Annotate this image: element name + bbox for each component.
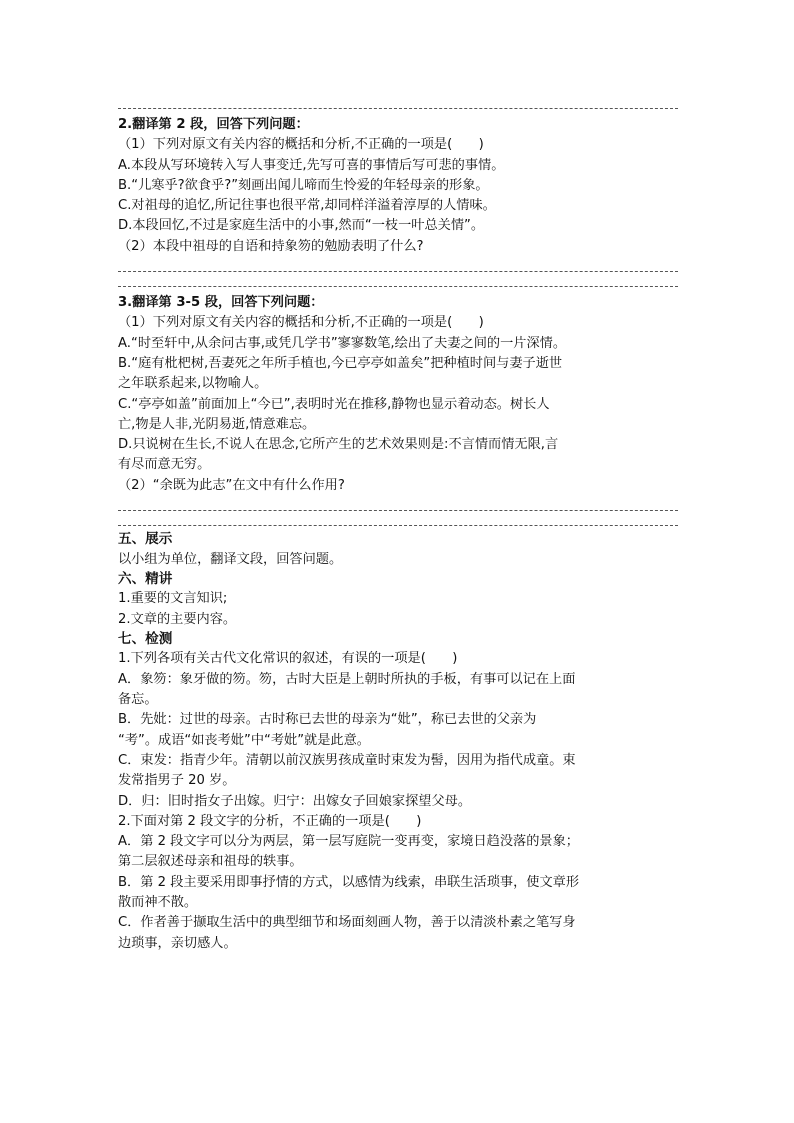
question-3-sub-2: （2）“余既为此志”在文中有什么作用?	[118, 477, 345, 493]
question-3-title: 3.翻译第 3-5 段，回答下列问题：	[118, 295, 324, 311]
question-2-option-c: C.对祖母的追忆,所记往事也很平常,却同样洋溢着淳厚的人情味。	[118, 198, 496, 214]
test-question-1-option-d: D．归：旧时指女子出嫁。归宁：出嫁女子回娘家探望父母。	[118, 793, 472, 809]
question-2-option-b: B.“儿寒乎?欲食乎?”刻画出闻儿啼而生怜爱的年轻母亲的形象。	[118, 177, 489, 193]
test-question-1-option-c-line-2: 发常指男子 20 岁。	[118, 773, 236, 789]
test-question-2-option-b-line-2: 散而神不散。	[118, 895, 198, 910]
section-6-heading: 六、精讲	[118, 570, 173, 587]
section-5-text: 以小组为单位，翻译文段，回答问题。	[118, 551, 343, 567]
question-3-option-b-line-2: 之年联系起来,以物喻人。	[118, 376, 268, 392]
question-2-sub-1: （1）下列对原文有关内容的概括和分析,不正确的一项是( )	[118, 137, 484, 153]
test-question-1-option-b-line-2: “考”。成语“如丧考妣”中“考妣”就是此意。	[118, 732, 370, 748]
test-question-2-option-a-line-2: 第二层叙述母亲和祖母的轶事。	[118, 854, 303, 870]
section-5-heading: 五、展示	[118, 531, 173, 548]
question-3-option-b-line-1: B.“庭有枇杷树,吾妻死之年所手植也,今已亭亭如盖矣”把种植时间与妻子逝世	[118, 355, 563, 371]
question-2-title: 2.翻译第 2 段，回答下列问题：	[118, 117, 309, 132]
test-question-1: 1.下列各项有关古代文化常识的叙述，有误的一项是( )	[118, 651, 458, 667]
test-question-2-option-c-line-2: 边琐事，亲切感人。	[118, 935, 237, 951]
question-3-option-a: A.“时至轩中,从余问古事,或凭几学书”寥寥数笔,绘出了夫妻之间的一片深情。	[118, 335, 567, 351]
test-question-1-option-a-line-2: 备忘。	[118, 692, 158, 708]
test-question-1-option-a-line-1: A．象笏：象牙做的笏。笏，古时大臣是上朝时所执的手板，有事可以记在上面	[118, 671, 576, 687]
question-3-sub-1: （1）下列对原文有关内容的概括和分析,不正确的一项是( )	[118, 315, 484, 331]
section-6-item-2: 2.文章的主要内容。	[118, 611, 237, 627]
document-content	[118, 108, 678, 954]
test-question-2: 2.下面对第 2 段文字的分析，不正确的一项是( )	[118, 813, 422, 829]
test-question-2-option-b-line-1: B．第 2 段主要采用即事抒情的方式，以感情为线索，串联生活琐事，使文章形	[118, 874, 580, 890]
test-question-1-option-b-line-1: B．先妣：过世的母亲。古时称已去世的母亲为“妣”，称已去世的父亲为	[118, 712, 537, 728]
section-6-item-1: 1.重要的文言知识;	[118, 591, 228, 607]
test-question-2-option-c-line-1: C．作者善于撷取生活中的典型细节和场面刻画人物，善于以清淡朴素之笔写身	[118, 915, 576, 931]
question-3-option-c-line-1: C.“亭亭如盖”前面加上“今已”,表明时光在推移,静物也显示着动态。树长人	[118, 396, 550, 412]
section-7-heading: 七、检测	[118, 630, 173, 647]
question-3-option-d-line-1: D.只说树在生长,不说人在思念,它所产生的艺术效果则是:不言情而情无限,言	[118, 437, 559, 453]
question-2-sub-2: （2）本段中祖母的自语和持象笏的勉励表明了什么?	[118, 238, 424, 254]
test-question-2-option-a-line-1: A．第 2 段文字可以分为两层，第一层写庭院一变再变，家境日趋没落的景象；	[118, 834, 579, 850]
question-3-option-c-line-2: 亡,物是人非,光阴易逝,情意难忘。	[118, 416, 316, 432]
question-2-option-d: D.本段回忆,不过是家庭生活中的小事,然而“一枝一叶总关情”。	[118, 218, 485, 234]
question-3-option-d-line-2: 有尽而意无穷。	[118, 457, 211, 473]
test-question-1-option-c-line-1: C．束发：指青少年。清朝以前汉族男孩成童时束发为髻，因用为指代成童。束	[118, 752, 576, 768]
question-2-option-a: A.本段从写环境转入写人事变迁,先写可喜的事情后写可悲的事情。	[118, 157, 505, 173]
